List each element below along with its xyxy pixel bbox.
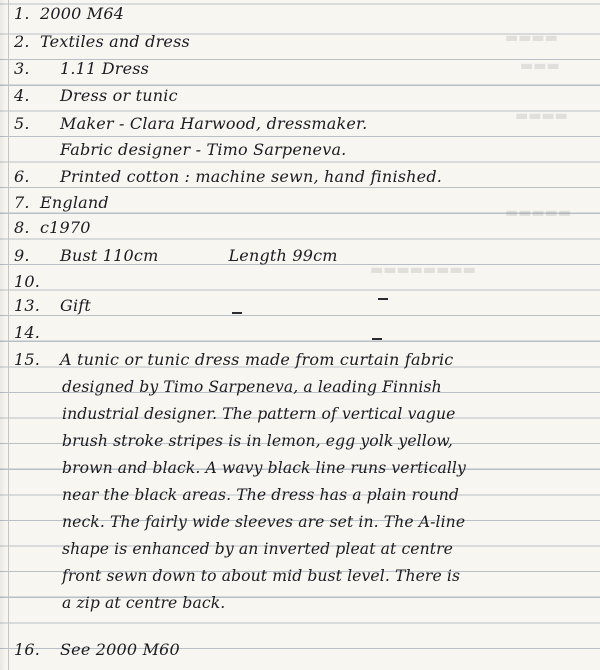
description-line: a zip at centre back. (62, 594, 226, 612)
description-line: industrial designer. The pattern of vertical vague (62, 405, 456, 423)
reverse-side-bleed: ▬▬▬▬ (505, 30, 558, 46)
bust-measurement: Bust 110cm (60, 246, 159, 265)
entry-7: 7. England (14, 193, 109, 212)
margin-rule (8, 0, 9, 670)
reverse-side-bleed: ▬▬▬▬▬ (505, 205, 572, 221)
description-line: neck. The fairly wide sleeves are set in. The A-line (62, 513, 466, 531)
description-line: designed by Timo Sarpeneva, a leading Finnish (62, 378, 442, 396)
entry-5-continued: Fabric designer - Timo Sarpeneva. (60, 140, 347, 159)
entry-2: 2. Textiles and dress (14, 32, 190, 51)
reverse-side-bleed: ▬▬▬▬ (515, 108, 568, 124)
entry-9: 9. Bust 110cm Length 99cm (14, 246, 338, 265)
reverse-side-bleed: ▬▬▬▬▬▬▬▬ (370, 262, 476, 278)
entry-10: 10. (14, 272, 41, 291)
entry-14: 14. (14, 323, 41, 342)
entry-4: 4. Dress or tunic (14, 86, 178, 105)
description-line: shape is enhanced by an inverted pleat at centre (62, 540, 454, 558)
length-measurement: Length 99cm (228, 246, 338, 265)
entry-3: 3. 1.11 Dress (14, 59, 150, 78)
pen-mark (232, 312, 242, 314)
entry-5: 5. Maker - Clara Harwood, dressmaker. (14, 114, 368, 133)
pen-mark (378, 298, 388, 300)
entry-8: 8. c1970 (14, 218, 91, 237)
entry-13: 13. Gift (14, 296, 92, 315)
description-line: brush stroke stripes is in lemon, egg yolk yellow, (62, 432, 453, 450)
description-line: brown and black. A wavy black line runs vertically (62, 459, 466, 477)
description-line: near the black areas. The dress has a plain round (62, 486, 459, 504)
description-line: front sewn down to about mid bust level. There is (62, 567, 461, 585)
reverse-side-bleed: ▬▬▬ (520, 58, 560, 74)
entry-6: 6. Printed cotton : machine sewn, hand finished. (14, 167, 443, 186)
entry-15: 15. A tunic or tunic dress made from curtain fabric (14, 350, 454, 369)
entry-16: 16. See 2000 M60 (14, 640, 180, 659)
entry-1: 1. 2000 M64 (14, 4, 125, 23)
pen-mark (372, 338, 382, 340)
